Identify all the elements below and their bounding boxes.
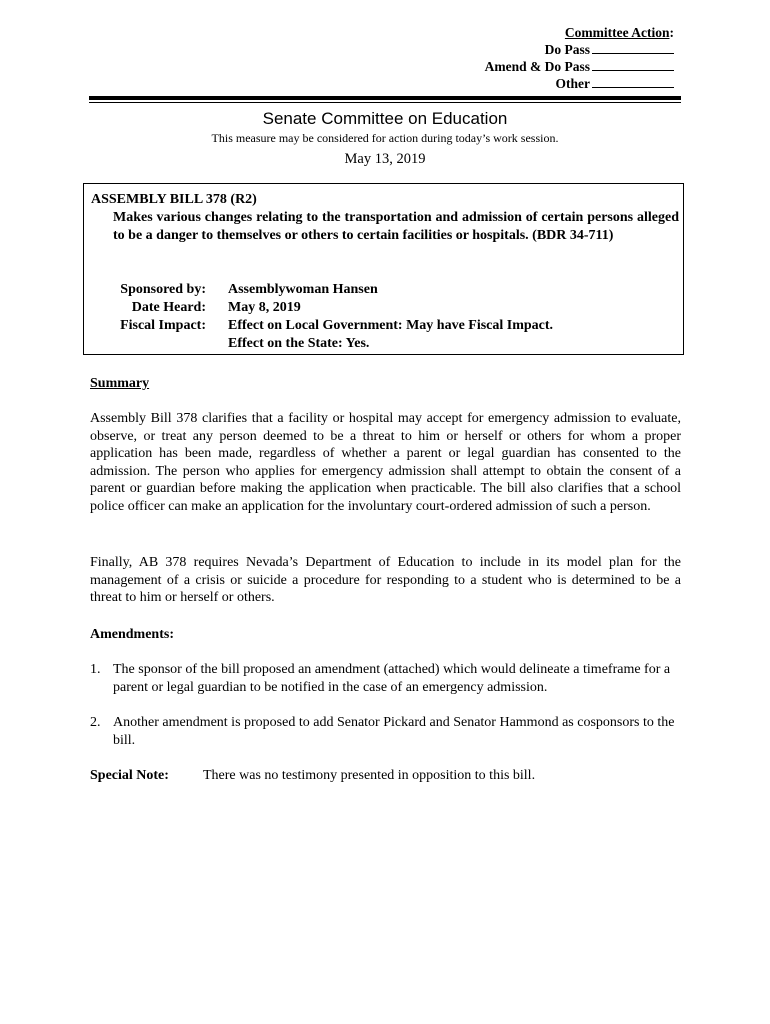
special-note-text: There was no testimony presented in opposition to this bill. bbox=[203, 768, 536, 783]
bill-heading: ASSEMBLY BILL 378 (R2) bbox=[91, 192, 257, 207]
bill-description: Makes various changes relating to the transportation and admission of certain persons alleged to be a danger to themselves or others to certain facilities or hospitals. (BDR 34-711) bbox=[113, 210, 679, 243]
committee-title: Senate Committee on Education bbox=[262, 109, 508, 128]
fiscal-impact-row: Fiscal Impact: Effect on Local Government: May have Fiscal Impact. bbox=[120, 318, 554, 333]
fiscal-state-row: Effect on the State: Yes. bbox=[228, 336, 370, 351]
special-note bbox=[90, 767, 535, 785]
do-pass-line: Do Pass bbox=[485, 41, 674, 58]
work-session-note: This measure may be considered for action during today’s work session. bbox=[211, 131, 559, 145]
committee-action-title: Committee Action: bbox=[564, 25, 674, 40]
amendment-item: 2. Another amendment is proposed to add Senator Pickard and Senator Hammond as cosponsors to the bill. bbox=[90, 715, 675, 748]
summary-heading: Summary bbox=[90, 376, 150, 391]
amendment-item: 1. The sponsor of the bill proposed an amendment (attached) which would delineate a timeframe for a parent or legal guardian to be notified in the case of an emergency admission. bbox=[90, 662, 671, 695]
date-heard-row: Date Heard: May 8, 2019 bbox=[131, 300, 301, 315]
special-note-label: Special Note: bbox=[90, 768, 169, 783]
committee-action-block bbox=[485, 24, 674, 92]
header-rule-thin bbox=[89, 102, 681, 103]
other-line: Other bbox=[485, 75, 674, 92]
sponsored-row: Sponsored by: Assemblywoman Hansen bbox=[120, 282, 378, 297]
summary-paragraph: Finally, AB 378 requires Nevada’s Department of Education to include in its model plan for the management of a crisis or suicide a procedure for responding to a student who is determined to be a threat to him or herself or others. bbox=[90, 555, 681, 605]
other-blank bbox=[592, 76, 674, 88]
amend-do-pass-line: Amend & Do Pass bbox=[485, 58, 674, 75]
amend-do-pass-blank bbox=[592, 59, 674, 71]
do-pass-blank bbox=[592, 42, 674, 54]
summary-paragraph: Assembly Bill 378 clarifies that a facility or hospital may accept for emergency admission to evaluate, observe, or treat any person deemed to be a threat to him or herself or others for whom a proper application has been made, regardless of whether a parent or legal guardian has consented to the admission. The person who applies for emergency admission shall attempt to obtain the consent of a parent or guardian before making the application when practicable. The bill also clarifies that a school police officer can make an application for the involuntary court-ordered admission of such a person. bbox=[90, 411, 681, 514]
meeting-date: May 13, 2019 bbox=[344, 151, 426, 167]
header-rule-thick bbox=[89, 96, 681, 100]
bill-info-box bbox=[83, 183, 684, 355]
amendments-heading: Amendments: bbox=[90, 627, 174, 642]
bill-meta bbox=[84, 281, 684, 353]
